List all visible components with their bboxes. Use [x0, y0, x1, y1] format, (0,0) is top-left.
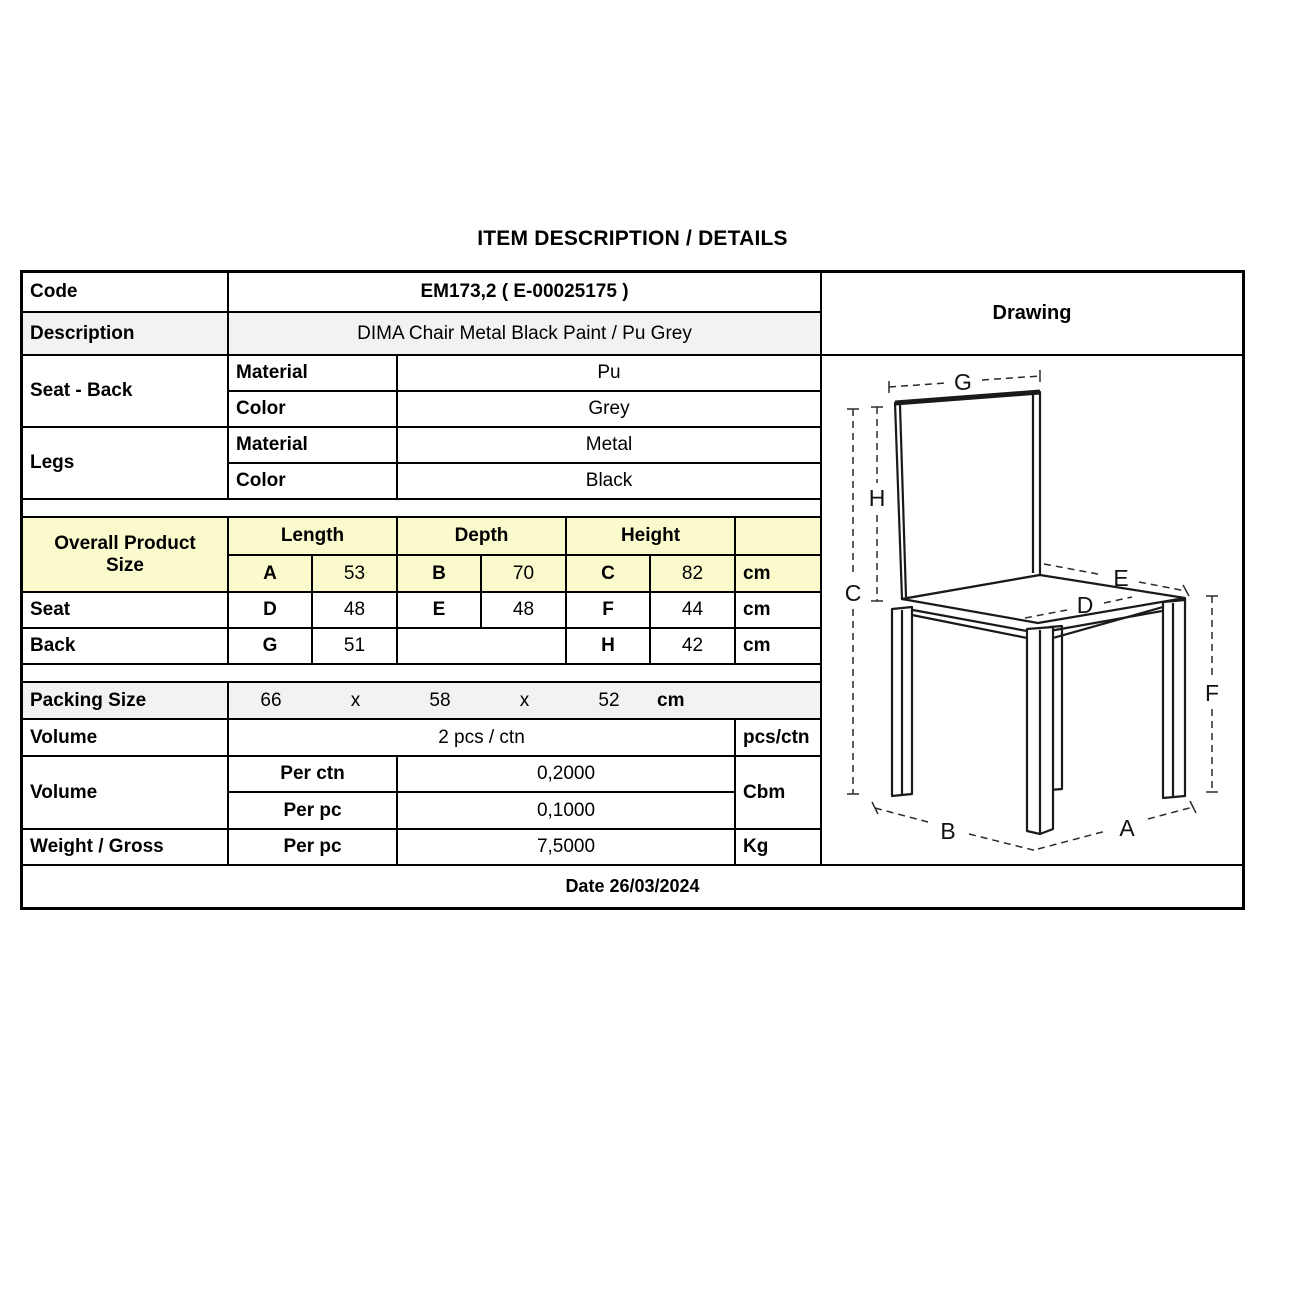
drawing-header: Drawing [820, 273, 1242, 356]
packing-size-label: Packing Size [23, 683, 229, 720]
packing-dim-2: 58 [429, 689, 451, 711]
depth-header: Depth [398, 518, 567, 556]
dim-label-f: F [1204, 680, 1220, 706]
spacer-row [23, 665, 820, 683]
packing-unit: cm [657, 689, 685, 711]
packing-x-2: x [519, 689, 530, 711]
dim-g-letter: G [229, 629, 313, 665]
backrest-shape [895, 392, 1040, 599]
code-value: EM173,2 ( E-00025175 ) [229, 273, 820, 313]
height-header: Height [567, 518, 736, 556]
overall-size-label: Overall Product Size [23, 518, 229, 593]
dim-label-d: D [1076, 592, 1094, 618]
cbm-unit: Cbm [736, 757, 820, 830]
volume-pcs-value: 2 pcs / ctn [229, 720, 736, 757]
spacer-row [23, 500, 820, 518]
seat-back-material-value: Pu [398, 356, 820, 392]
dim-h-letter: H [567, 629, 651, 665]
dim-b-value: 70 [482, 556, 567, 593]
packing-dim-1: 66 [260, 689, 282, 711]
kg-unit: Kg [736, 830, 820, 866]
abc-unit: cm [736, 556, 820, 593]
description-value: DIMA Chair Metal Black Paint / Pu Grey [229, 313, 820, 356]
dim-label-g: G [954, 369, 972, 395]
seat-back-material-label: Material [229, 356, 398, 392]
seat-row-label: Seat [23, 593, 229, 629]
seat-back-label: Seat - Back [23, 356, 229, 428]
volume-pcs-label: Volume [23, 720, 229, 757]
packing-size-values [229, 683, 820, 720]
dim-d-value: 48 [313, 593, 398, 629]
back-row-label: Back [23, 629, 229, 665]
dim-label-a: A [1119, 815, 1135, 841]
packing-dim-3: 52 [598, 689, 620, 711]
per-ctn-value: 0,2000 [398, 757, 736, 793]
volume-cbm-label: Volume [23, 757, 229, 830]
page-title: ITEM DESCRIPTION / DETAILS [477, 227, 788, 250]
seat-back-color-value: Grey [398, 392, 820, 428]
description-label: Description [23, 313, 229, 356]
weight-label: Weight / Gross [23, 830, 229, 866]
length-header: Length [229, 518, 398, 556]
legs-material-label: Material [229, 428, 398, 464]
dim-e-letter: E [398, 593, 482, 629]
back-depth-empty [398, 629, 567, 665]
chair-drawing [822, 356, 1242, 864]
dim-label-e: E [1113, 565, 1129, 591]
dim-c-letter: C [567, 556, 651, 593]
dim-label-b: B [940, 818, 956, 844]
date-row: Date 26/03/2024 [23, 866, 1242, 907]
per-ctn-label: Per ctn [229, 757, 398, 793]
dim-d-letter: D [229, 593, 313, 629]
weight-per-label: Per pc [229, 830, 398, 866]
spec-table [20, 270, 1245, 910]
seat-unit: cm [736, 593, 820, 629]
dim-h-value: 42 [651, 629, 736, 665]
legs-color-label: Color [229, 464, 398, 500]
per-pc-value: 0,1000 [398, 793, 736, 830]
dim-g-value: 51 [313, 629, 398, 665]
packing-x-1: x [350, 689, 361, 711]
drawing-panel [820, 356, 1242, 866]
dim-label-c: C [844, 580, 862, 606]
dim-c-value: 82 [651, 556, 736, 593]
dim-f-letter: F [567, 593, 651, 629]
dim-a-value: 53 [313, 556, 398, 593]
dim-label-h: H [868, 485, 886, 511]
back-unit: cm [736, 629, 820, 665]
dim-e-value: 48 [482, 593, 567, 629]
legs-label: Legs [23, 428, 229, 500]
dim-b-letter: B [398, 556, 482, 593]
weight-value: 7,5000 [398, 830, 736, 866]
dim-a-letter: A [229, 556, 313, 593]
legs-material-value: Metal [398, 428, 820, 464]
dim-f-value: 44 [651, 593, 736, 629]
code-label: Code [23, 273, 229, 313]
seat-back-color-label: Color [229, 392, 398, 428]
header-empty-cell [736, 518, 820, 556]
per-pc-label: Per pc [229, 793, 398, 830]
volume-pcs-unit: pcs/ctn [736, 720, 820, 757]
legs-color-value: Black [398, 464, 820, 500]
